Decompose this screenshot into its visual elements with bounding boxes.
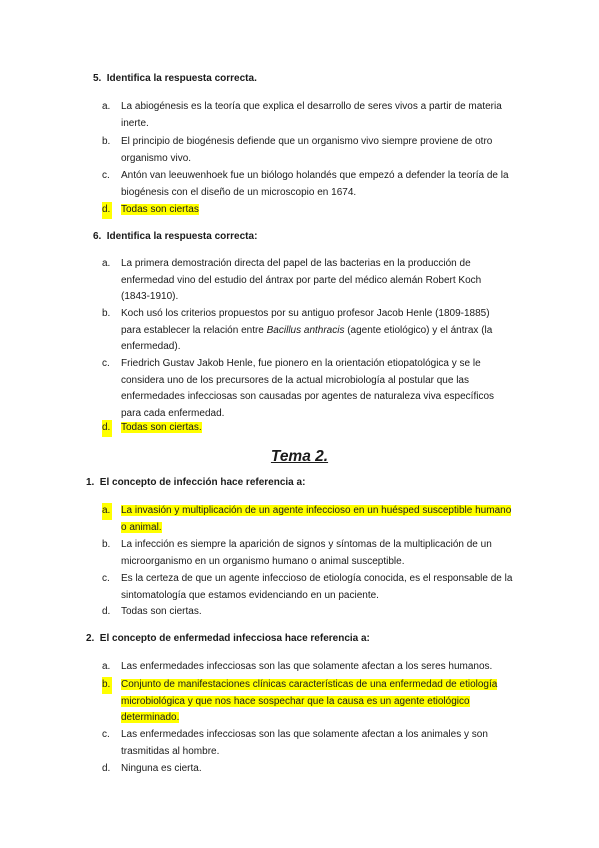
option-5b	[102, 134, 512, 167]
option-6a	[102, 256, 512, 306]
option-letter: a.	[102, 661, 111, 672]
option-text: El principio de biogénesis defiende que un organismo vivo siempre proviene de otro organismo vivo.	[121, 136, 493, 164]
option-letter: a.	[102, 258, 111, 269]
option-letter: b.	[102, 539, 111, 550]
option-6b	[102, 306, 512, 356]
option-6d-correct	[102, 420, 512, 437]
option-letter: b.	[102, 308, 111, 319]
question-number: 5.	[93, 73, 102, 84]
question-text: Identifica la respuesta correcta:	[106, 231, 258, 242]
option-text-highlighted: Conjunto de manifestaciones clínicas características de una enfermedad de etiología microbiológica y que nos hace sospechar que la causa es un agente etiológico determinado.	[121, 679, 498, 723]
question-number: 2.	[86, 633, 95, 644]
option-letter: a.	[102, 101, 111, 112]
option-t2c	[102, 727, 518, 760]
option-text: La abiogénesis es la teoría que explica el desarrollo de seres vivos a partir de materia inerte.	[121, 101, 502, 129]
option-text: Las enfermedades infecciosas son las que solamente afectan a los seres humanos.	[121, 661, 493, 672]
question-5	[93, 71, 257, 88]
species-name: Bacillus anthracis	[266, 324, 345, 336]
option-text-highlighted: La invasión y multiplicación de un agente infeccioso en un huésped susceptible humano o animal.	[121, 505, 512, 533]
option-letter: d.	[102, 420, 112, 437]
option-letter: c.	[102, 729, 110, 740]
question-text: Identifica la respuesta correcta.	[106, 73, 257, 84]
option-5d-correct	[102, 202, 512, 219]
option-t1a-correct	[102, 503, 518, 536]
question-6	[93, 229, 257, 246]
option-letter: b.	[102, 136, 111, 147]
option-t1c	[102, 571, 518, 604]
option-t2d	[102, 761, 518, 778]
option-t2a	[102, 659, 518, 676]
question-number: 6.	[93, 231, 102, 242]
option-text: Ninguna es cierta.	[121, 763, 202, 774]
option-letter: b.	[102, 677, 112, 694]
option-text: Todas son ciertas.	[121, 606, 202, 617]
option-5c	[102, 168, 512, 201]
option-t1b	[102, 537, 518, 570]
option-t2b-correct	[102, 677, 518, 727]
option-text: Es la certeza de que un agente infeccioso de etiología conocida, es el responsable de la sintomatología que estamos evidenciando en un paciente.	[121, 573, 513, 601]
option-letter: c.	[102, 358, 110, 369]
option-text: Friedrich Gustav Jakob Henle, fue pionero en la orientación etiopatológica y se le considera uno de los precursores de la actual microbiología al postular que las enfermedades infecciosas son causadas por agentes de naturaleza viva específicos para cada enfermedad.	[121, 358, 495, 419]
option-t1d	[102, 604, 518, 621]
section-heading: Tema 2.	[270, 448, 329, 465]
option-letter: d.	[102, 606, 111, 617]
option-letter: a.	[102, 503, 112, 520]
option-text: Las enfermedades infecciosas son las que solamente afectan a los animales y son trasmitidas al hombre.	[121, 729, 488, 757]
option-letter: c.	[102, 573, 110, 584]
question-text: El concepto de enfermedad infecciosa hace referencia a:	[99, 633, 370, 644]
option-6c	[102, 356, 512, 422]
option-text: La primera demostración directa del papel de las bacterias en la producción de enfermedad vino del estudio del ántrax por parte del médico alemán Robert Koch (1843-1910).	[121, 258, 482, 302]
option-letter: c.	[102, 170, 110, 181]
option-letter: d.	[102, 763, 111, 774]
option-text: La infección es siempre la aparición de signos y síntomas de la multiplicación de un microorganismo en un organismo humano o animal susceptible.	[121, 539, 492, 567]
option-text-highlighted: Todas son ciertas	[121, 204, 199, 215]
question-t2-2	[86, 631, 370, 648]
question-t2-1	[86, 475, 305, 492]
question-number: 1.	[86, 477, 95, 488]
option-text: Antón van leeuwenhoek fue un biólogo holandés que empezó a defender la teoría de la biogénesis con el diseño de un microscopio en 1674.	[121, 170, 509, 198]
option-5a	[102, 99, 512, 132]
option-letter: d.	[102, 202, 112, 219]
option-text-highlighted: Todas son ciertas.	[121, 422, 202, 433]
option-text: Koch usó los criterios propuestos por su antiguo profesor Jacob Henle (1809-1885) para establecer la relación entre Bacillus anthracis (agente etiológico) y el ántrax (la enfermedad).	[121, 308, 493, 352]
question-text: El concepto de infección hace referencia a:	[99, 477, 306, 488]
